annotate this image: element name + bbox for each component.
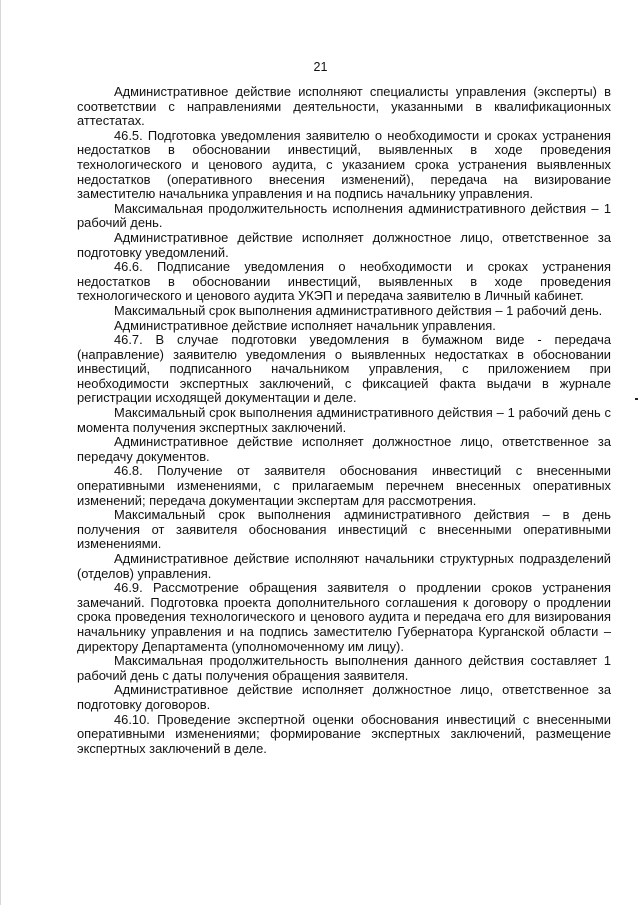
paragraph: 46.6. Подписание уведомления о необходимости и сроках устранения недостатков в обосновании инвестиций, выявленных в ходе проведения технологического и ценового аудита УКЭП и передача заявителю в Личный кабинет.	[77, 259, 611, 304]
paragraph: Административное действие исполняет начальник управления.	[114, 317, 496, 333]
page-number: 21	[313, 60, 328, 74]
paragraph: Административное действие исполняет должностное лицо, ответственное за подготовку уведомлений.	[77, 229, 611, 260]
paragraph: Максимальная продолжительность исполнения административного действия – 1 рабочий день.	[77, 200, 611, 231]
paragraph: 46.10. Проведение экспертной оценки обоснования инвестиций с внесенными оперативными изменениями; формирование экспертных заключений, размещение экспертных заключений в деле.	[77, 711, 611, 756]
paragraph: Административное действие исполняют начальники структурных подразделений (отделов) управления.	[77, 551, 611, 581]
paragraph: Максимальная продолжительность выполнения данного действия составляет 1 рабочий день с даты получения обращения заявителя.	[77, 653, 611, 683]
paragraph: Максимальный срок выполнения административного действия – 1 рабочий день с момента получения экспертных заключений.	[77, 405, 611, 435]
document-body	[77, 85, 611, 756]
paragraph: 46.5. Подготовка уведомления заявителю о необходимости и сроках устранения недостатков в обосновании инвестиций, выявленных в ходе проведения технологического и ценового аудита, с указанием срока устранения выявленных недостатков (оперативного внесения изменений), передача на визирование заместителю начальника управления и на подпись начальнику управления.	[77, 127, 611, 202]
paragraph: 46.9. Рассмотрение обращения заявителя о продлении сроков устранения замечаний. Подготовка проекта дополнительного соглашения к договору о продлении срока проведения технологического и ценового аудита и передача его для визирования начальнику управления и на подпись заместителю Губернатора Курганской области – директору Департамента (уполномоченному им лицу).	[77, 580, 611, 654]
paragraph: Административное действие исполняет должностное лицо, ответственное за подготовку договоров.	[77, 682, 611, 712]
paragraph: Административное действие исполняют специалисты управления (эксперты) в соответствии с направлениями деятельности, указанными в квалификационных аттестатах.	[77, 84, 611, 129]
paragraph: 46.8. Получение от заявителя обоснования инвестиций с внесенными оперативными изменениями, с прилагаемым перечнем внесенных оперативных изменений; передача документации экспертам для рассмотрения.	[77, 463, 611, 508]
paragraph: Административное действие исполняет должностное лицо, ответственное за передачу документов.	[77, 434, 611, 464]
paragraph: 46.7. В случае подготовки уведомления в бумажном виде - передача (направление) заявителю уведомления о выявленных недостатках в обосновании инвестиций, подписанного начальником управления, с приложением при необходимости экспертных заключений, с фиксацией факта выдачи в журнале регистрации исходящей документации и деле.	[77, 332, 611, 406]
paragraph: Максимальный срок выполнения административного действия – 1 рабочий день.	[114, 302, 603, 318]
scan-artifact-mark	[635, 398, 638, 400]
paragraph: Максимальный срок выполнения административного действия – в день получения от заявителя обоснования инвестиций с внесенными оперативными изменениями.	[77, 507, 611, 552]
